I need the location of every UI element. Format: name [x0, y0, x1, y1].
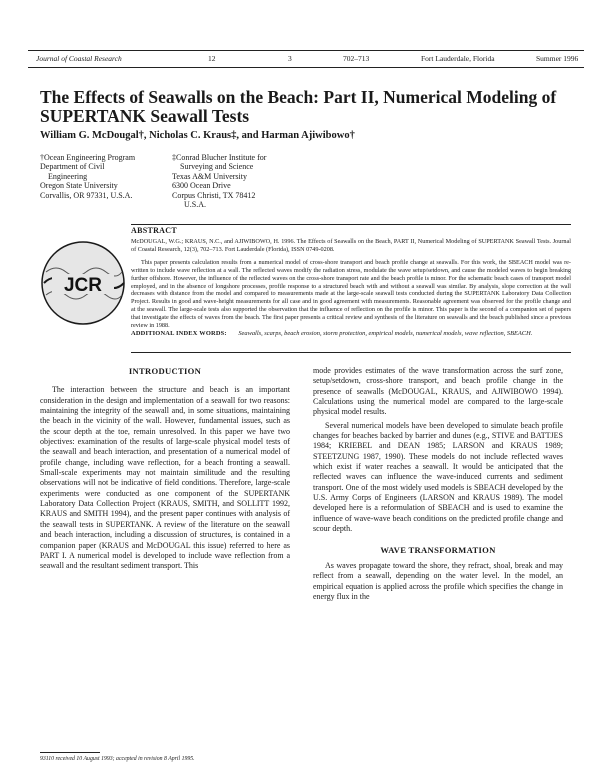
- author-list: William G. McDougal†, Nicholas C. Kraus‡, and Harman Ajiwibowo†: [40, 130, 355, 141]
- affiliation-2: [172, 153, 292, 209]
- volume-number: 12: [208, 54, 216, 63]
- abstract-body: [131, 238, 571, 334]
- introduction-heading: INTRODUCTION: [128, 366, 202, 376]
- affiliation-line: Department of Civil: [40, 162, 105, 172]
- body-paragraph: The interaction between the structure and beach is an important consideration in the design and implementation of a seawall for two reasons: maintaining the integrity of the seawall and, in some situations, maintaining the beach in the vicinity of the wall. However, fundamental issues, such as the scour depth at the toe, remain unresolved. In this paper we have two objectives: examination of the results of large-scale physical model tests of the seawall and beach interaction, and presentation of a numerical model of profile change, including wave reflection, for a beach fronting a seawall. Small-scale experiments may not maintain similitude and the resulting observations will not be indicative of field conditions. Therefore, large-scale experiments were conducted as one component of the SUPERTANK Laboratory Data Collection Project (KRAUS, SMITH, and SOLLITT 1992, KRAUS and SMITH 1994), and the present paper continues with analysis of the seawall tests in SUPERTANK. A review of the literature on the seawall and beach interaction, including a discussion of structures, is contained in a companion paper (KRAUS and McDOUGAL this issue) referred to here as PART I. A numerical model is developed to include wave reflection from a seawall and the resultant sediment transport. This: [40, 385, 290, 571]
- affiliation-line: ‡Conrad Blucher Institute for: [172, 153, 267, 162]
- paper-title: The Effects of Seawalls on the Beach: Part II, Numerical Modeling of SUPERTANK Seawall Tests: [40, 87, 557, 126]
- affiliation-line: 6300 Ocean Drive: [172, 181, 231, 191]
- body-paragraph: As waves propagate toward the shore, they refract, shoal, break and may reflect from a seawall, depending on the water level. In the model, an empirical equation is applied across the profile which specifies the change in energy flux in the: [313, 560, 563, 601]
- left-column: [40, 366, 290, 572]
- abstract-citation: McDOUGAL, W.G.; KRAUS, N.C., and AJIWIBOWO, H. 1996. The Effects of Seawalls on the Beach, PART II, Numerical Modeling of SUPERTANK Seawall Tests. Journal of Coastal Research, 12(3), 702–713. Fort Lauderdale (Florida), ISSN 0749-0208.: [131, 238, 571, 253]
- affiliation-line: Texas A&M University: [172, 171, 247, 181]
- keywords-label: ADDITIONAL INDEX WORDS:: [131, 330, 227, 337]
- abstract-text: This paper presents calculation results from a numerical model of cross-shore transport and beach profile change at seawalls. For this work, the SBEACH model was re-written to include wave reflection at a wall. The reflected waves modify the radiation stress, modulate the wave setup/setdown, and cause the modeled waves to begin breaking further offshore. However, the influence of the reflected waves on the cross-shore transport rate and the beach profile is minor. For the schematic beach cases of transport model employed, and in the absence of longshore processes, profile response to a structured beach with and without a seawall was similar. By analysis, slope correction at the wall decreases with distance from the model and compared to measurements made at the large-scale seawall tests conducted during the SUPERTANK Laboratory Data Collection Project. Results in good and wave-height measurements for all case and in good agreement with measurements. Reasonable agreement was observed for the profile change and at the seawall. The large-scale tests also supported the observation that the influence of reflection on the profile is minor. This paper is the second of a companion set of papers that investigate the effects of waves from the beach. The first paper presents a critical review and synthesis of the literature on seawalls and the beach published since a previous review in 1988.: [131, 258, 571, 330]
- affiliation-line: †Ocean Engineering Program: [40, 153, 136, 162]
- publication-date: Summer 1996: [536, 54, 579, 63]
- body-paragraph: Several numerical models have been developed to simulate beach profile changes for beaches backed by barrier and dunes (e.g., STIVE and BATTJES 1984; KRIEBEL and DEAN 1985; LARSON and KRAUS 1989; STEETZUNG 1987, 1990). These models do not include reflected waves which exist if water reaches a seawall. It would be anticipated that the reflected waves can influence the wave-induced currents and sediment transport. One of the most widely used models is SBEACH developed by the U.S. Army Corps of Engineers (LARSON and KRAUS 1989). The model developed here is a reformulation of SBEACH and is used to examine the influence of wave-wave beach conditions on the predicted profile change and scour depth.: [313, 420, 563, 534]
- right-column: [313, 366, 563, 602]
- abstract-bottom-rule: [131, 352, 571, 353]
- issue-number: 3: [288, 54, 292, 63]
- abstract-heading: ABSTRACT: [131, 226, 177, 235]
- affiliation-line: Oregon State University: [40, 181, 118, 191]
- affiliation-line: U.S.A.: [184, 200, 207, 210]
- received-footnote: 93110 received 10 August 1993; accepted in revision 8 April 1995.: [40, 756, 195, 762]
- keywords-text: Seawalls, scarps, beach erosion, storm protection, empirical models, numerical models, wave reflection, SBEACH.: [238, 330, 533, 337]
- index-words: [131, 330, 571, 338]
- affiliation-line: Engineering: [48, 171, 88, 181]
- affiliation-line: Surveying and Science: [180, 162, 254, 172]
- jcr-logo-icon: [40, 240, 126, 326]
- body-paragraph: mode provides estimates of the wave transformation across the surf zone, setup/setdown, cross-shore transport, and beach profile change in the presence of seawalls (McDOUGAL, KRAUS, and AJIWIBOWO 1994). Calculations using the numerical model are compared to the large-scale physical model results.: [313, 366, 563, 417]
- affiliation-1: [40, 153, 150, 200]
- footnote-rule: [40, 752, 100, 753]
- affiliation-line: Corvallis, OR 97331, U.S.A.: [40, 190, 133, 200]
- publication-place: Fort Lauderdale, Florida: [421, 54, 495, 63]
- affiliation-line: Corpus Christi, TX 78412: [172, 190, 256, 200]
- journal-name: Journal of Coastal Research: [36, 54, 122, 63]
- running-header: [28, 50, 584, 68]
- abstract-top-rule: [131, 224, 571, 225]
- logo-text: JCR: [63, 275, 103, 296]
- page-range: 702–713: [343, 54, 370, 63]
- wave-transformation-heading: WAVE TRANSFORMATION: [380, 544, 496, 555]
